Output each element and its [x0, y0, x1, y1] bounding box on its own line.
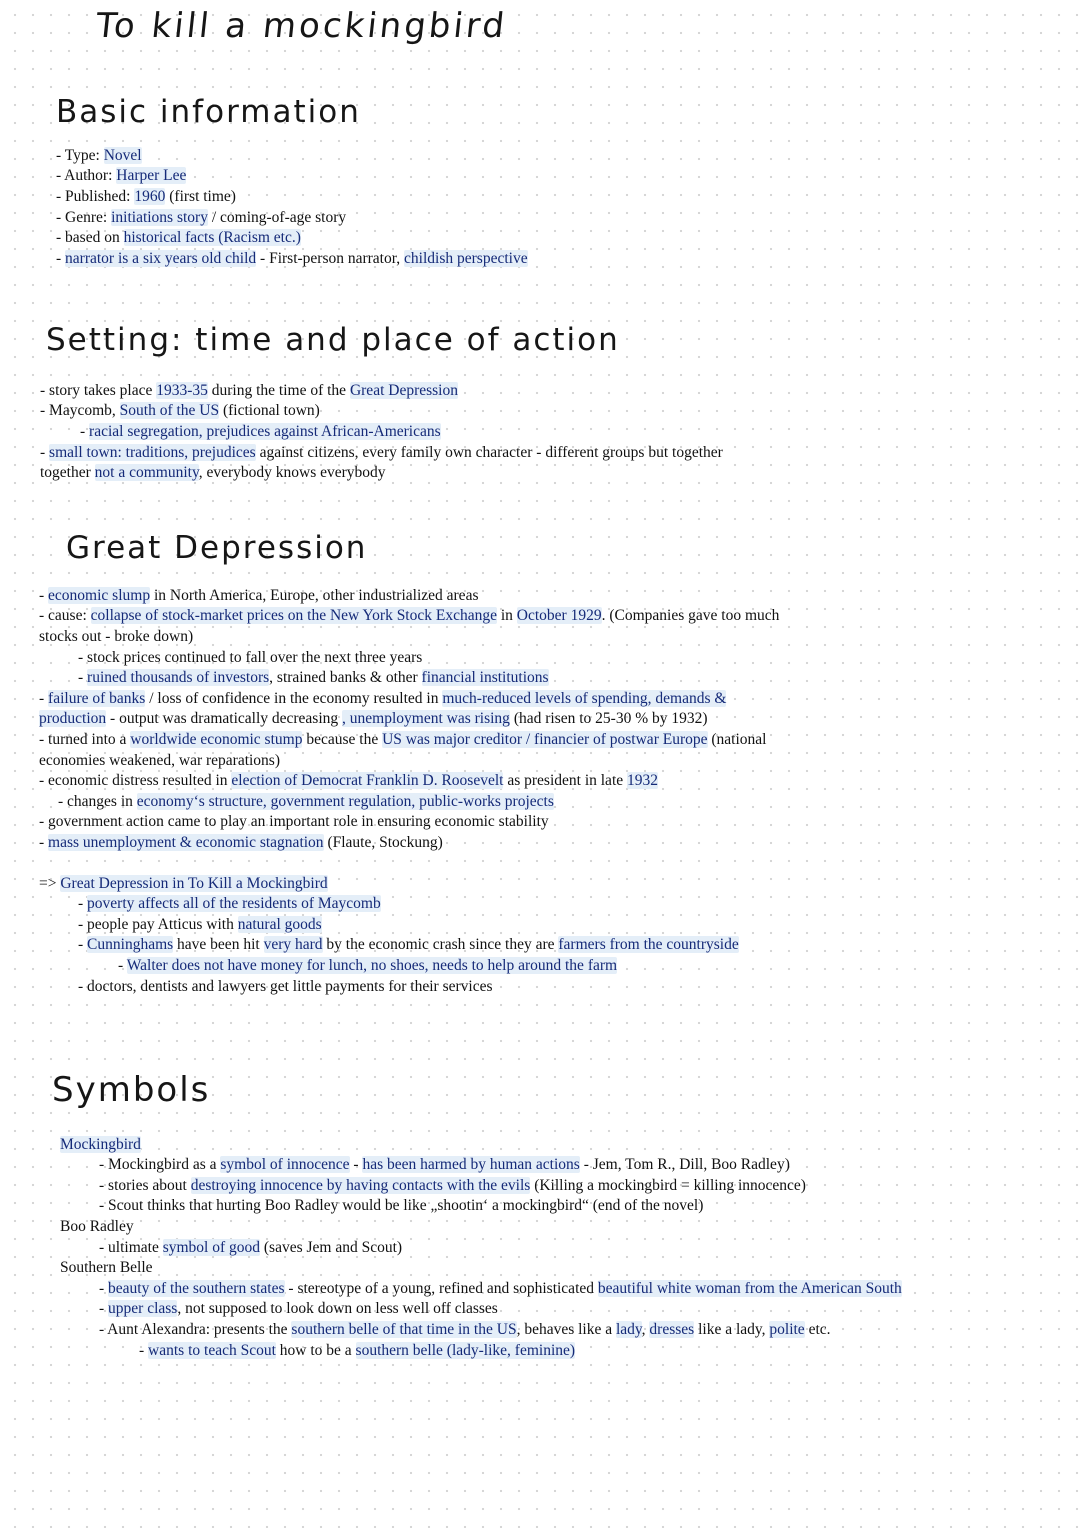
highlighted-text: October 1929: [516, 607, 602, 624]
highlighted-text: southern belle of that time in the US: [291, 1321, 517, 1338]
text-segment: - Type:: [56, 147, 104, 164]
highlighted-text: 1932: [627, 772, 658, 789]
text-segment: Southern Belle: [60, 1259, 153, 1276]
text-segment: - stories about: [99, 1177, 191, 1194]
text-segment: Boo Radley: [60, 1218, 134, 1235]
highlighted-text: ruined thousands of investors: [87, 669, 270, 686]
text-segment: , not supposed to look down on less well off classes: [177, 1300, 498, 1317]
text-segment: (had risen to 25-30 % by 1932): [509, 710, 708, 727]
highlighted-text: childish perspective: [404, 250, 528, 267]
text-segment: - ultimate: [99, 1239, 163, 1256]
text-segment: -: [349, 1156, 363, 1173]
text-segment: - turned into a: [39, 731, 131, 748]
text-segment: -: [99, 1300, 109, 1317]
highlighted-text: much-reduced levels of spending, demands &: [442, 690, 727, 707]
heading-great-depression: Great Depression: [66, 530, 368, 566]
text-segment: / coming-of-age story: [207, 209, 347, 226]
depression-line: [118, 956, 617, 976]
text-segment: - economic distress resulted in: [39, 772, 232, 789]
text-segment: -: [118, 957, 127, 974]
highlighted-text: financial institutions: [421, 669, 549, 686]
text-segment: -: [139, 1342, 149, 1359]
highlighted-text: symbol of innocence: [220, 1156, 350, 1173]
text-segment: - based on: [56, 229, 124, 246]
text-segment: -: [80, 423, 90, 440]
highlighted-text: Mockingbird: [60, 1136, 141, 1153]
depression-line: [39, 751, 280, 771]
highlighted-text: Novel: [103, 147, 142, 164]
depression-line: [39, 730, 766, 750]
text-segment: ,: [641, 1321, 650, 1338]
symbols-line: [60, 1217, 134, 1237]
depression-line: [78, 648, 422, 668]
basic-info-line: [56, 166, 186, 186]
highlighted-text: wants to teach Scout: [148, 1342, 276, 1359]
highlighted-text: destroying innocence by having contacts with the evils: [190, 1177, 531, 1194]
basic-info-line: [56, 249, 528, 269]
text-segment: - Maycomb,: [40, 402, 120, 419]
highlighted-text: upper class: [108, 1300, 178, 1317]
text-segment: together: [40, 464, 95, 481]
setting-line: [40, 443, 723, 463]
text-segment: - story takes place: [40, 382, 157, 399]
text-segment: in: [496, 607, 517, 624]
text-segment: -: [39, 690, 49, 707]
heading-setting: Setting: time and place of action: [46, 322, 620, 358]
text-segment: during the time of the: [207, 382, 350, 399]
highlighted-text: worldwide economic stump: [130, 731, 303, 748]
highlighted-text: farmers from the countryside: [558, 936, 739, 953]
highlighted-text: Great Depression in To Kill a Mockingbird: [60, 875, 328, 892]
basic-info-line: [56, 228, 301, 248]
text-segment: stocks out - broke down): [39, 628, 194, 645]
text-segment: -: [78, 936, 88, 953]
highlighted-text: economy‘s structure, government regulation, public-works projects: [136, 793, 554, 810]
basic-info-line: [56, 146, 142, 166]
setting-line: [80, 422, 441, 442]
highlighted-text: Great Depression: [349, 382, 458, 399]
depression-line: [78, 894, 381, 914]
symbols-line: [99, 1320, 831, 1340]
symbols-line: [60, 1258, 153, 1278]
text-segment: -: [56, 250, 66, 267]
highlighted-text: racial segregation, prejudices against African-Americans: [89, 423, 441, 440]
text-segment: - stereotype of a young, refined and sophisticated: [284, 1280, 598, 1297]
highlighted-text: Cunninghams: [87, 936, 174, 953]
highlighted-text: collapse of stock-market prices on the New York Stock Exchange: [90, 607, 497, 624]
depression-line: [39, 709, 708, 729]
highlighted-text: South of the US: [119, 402, 220, 419]
highlighted-text: economic slump: [48, 587, 151, 604]
highlighted-text: beauty of the southern states: [108, 1280, 285, 1297]
depression-line: [78, 915, 322, 935]
highlighted-text: failure of banks: [48, 690, 146, 707]
text-segment: - Aunt Alexandra: presents the: [99, 1321, 292, 1338]
highlighted-text: has been harmed by human actions: [362, 1156, 580, 1173]
text-segment: - changes in: [58, 793, 137, 810]
text-segment: because the: [302, 731, 383, 748]
depression-line: [39, 812, 549, 832]
text-segment: , behaves like a: [516, 1321, 616, 1338]
text-segment: - government action came to play an important role in ensuring economic stability: [39, 813, 549, 830]
highlighted-text: mass unemployment & economic stagnation: [48, 834, 324, 851]
highlighted-text: dresses: [649, 1321, 695, 1338]
text-segment: - output was dramatically decreasing: [106, 710, 343, 727]
text-segment: - doctors, dentists and lawyers get little payments for their services: [78, 978, 493, 995]
text-segment: (Flaute, Stockung): [323, 834, 443, 851]
highlighted-text: , unemployment was rising: [342, 710, 510, 727]
highlighted-text: historical facts (Racism etc.): [123, 229, 301, 246]
highlighted-text: election of Democrat Franklin D. Roosevelt: [231, 772, 504, 789]
depression-line: [39, 874, 328, 894]
text-segment: have been hit: [173, 936, 264, 953]
text-segment: - people pay Atticus with: [78, 916, 238, 933]
basic-info-line: [56, 187, 236, 207]
text-segment: -: [78, 895, 88, 912]
symbols-line: [99, 1176, 806, 1196]
text-segment: -: [78, 669, 88, 686]
text-segment: (first time): [165, 188, 236, 205]
text-segment: -: [39, 587, 49, 604]
text-segment: -: [39, 834, 49, 851]
highlighted-text: very hard: [263, 936, 323, 953]
text-segment: - Jem, Tom R., Dill, Boo Radley): [579, 1156, 790, 1173]
symbols-line: [99, 1279, 902, 1299]
highlighted-text: southern belle (lady-like, feminine): [355, 1342, 576, 1359]
text-segment: in North America, Europe, other industrialized areas: [150, 587, 479, 604]
depression-line: [78, 935, 739, 955]
depression-line: [39, 586, 478, 606]
highlighted-text: lady: [615, 1321, 642, 1338]
depression-line: [39, 627, 193, 647]
depression-line: [39, 606, 779, 626]
setting-line: [40, 381, 458, 401]
text-segment: -: [40, 444, 50, 461]
highlighted-text: polite: [769, 1321, 805, 1338]
text-segment: - Genre:: [56, 209, 112, 226]
text-segment: - stock prices continued to fall over the next three years: [78, 649, 423, 666]
depression-line: [78, 668, 549, 688]
text-segment: / loss of confidence in the economy resulted in: [145, 690, 443, 707]
highlighted-text: poverty affects all of the residents of Maycomb: [87, 895, 381, 912]
highlighted-text: production: [39, 710, 107, 727]
page-title: To kill a mockingbird: [93, 6, 510, 46]
symbols-line: [99, 1299, 498, 1319]
text-segment: , everybody knows everybody: [198, 464, 386, 481]
symbols-line: [99, 1155, 790, 1175]
highlighted-text: US was major creditor / financier of postwar Europe: [382, 731, 708, 748]
basic-info-line: [56, 208, 346, 228]
heading-basic-information: Basic information: [56, 94, 361, 130]
symbols-line: [99, 1238, 402, 1258]
highlighted-text: initiations story: [111, 209, 208, 226]
text-segment: - Author:: [56, 167, 117, 184]
depression-line: [58, 792, 554, 812]
highlighted-text: not a community: [94, 464, 199, 481]
text-segment: - cause:: [39, 607, 91, 624]
symbols-line: [139, 1341, 575, 1361]
text-segment: - First-person narrator,: [256, 250, 405, 267]
highlighted-text: natural goods: [237, 916, 322, 933]
highlighted-text: 1960: [134, 188, 166, 205]
text-segment: =>: [39, 875, 61, 892]
symbols-line: [60, 1135, 141, 1155]
setting-line: [40, 463, 386, 483]
depression-line: [39, 771, 658, 791]
text-segment: , strained banks & other: [269, 669, 422, 686]
depression-line: [78, 977, 493, 997]
text-segment: economies weakened, war reparations): [39, 752, 280, 769]
text-segment: (fictional town): [219, 402, 320, 419]
depression-line: [39, 833, 443, 853]
text-segment: - Mockingbird as a: [99, 1156, 221, 1173]
setting-line: [40, 401, 320, 421]
highlighted-text: Harper Lee: [116, 167, 187, 184]
heading-symbols: Symbols: [52, 1070, 211, 1110]
text-segment: (national: [707, 731, 767, 748]
text-segment: - Published:: [56, 188, 135, 205]
text-segment: (saves Jem and Scout): [260, 1239, 403, 1256]
highlighted-text: symbol of good: [162, 1239, 261, 1256]
highlighted-text: narrator is a six years old child: [65, 250, 257, 267]
text-segment: as president in late: [503, 772, 627, 789]
text-segment: (Killing a mockingbird = killing innocence): [530, 1177, 806, 1194]
text-segment: . (Companies gave too much: [601, 607, 780, 624]
highlighted-text: small town: traditions, prejudices: [49, 444, 256, 461]
highlighted-text: 1933-35: [156, 382, 208, 399]
highlighted-text: Walter does not have money for lunch, no shoes, needs to help around the farm: [126, 957, 618, 974]
symbols-line: [99, 1196, 703, 1216]
text-segment: like a lady,: [694, 1321, 770, 1338]
depression-line: [39, 689, 726, 709]
text-segment: -: [99, 1280, 109, 1297]
text-segment: against citizens, every family own character - different groups but together: [255, 444, 723, 461]
text-segment: etc.: [804, 1321, 831, 1338]
text-segment: - Scout thinks that hurting Boo Radley would be like „shootin‘ a mockingbird“ (end of the novel): [99, 1197, 704, 1214]
highlighted-text: beautiful white woman from the American South: [597, 1280, 902, 1297]
text-segment: by the economic crash since they are: [322, 936, 559, 953]
text-segment: how to be a: [275, 1342, 356, 1359]
